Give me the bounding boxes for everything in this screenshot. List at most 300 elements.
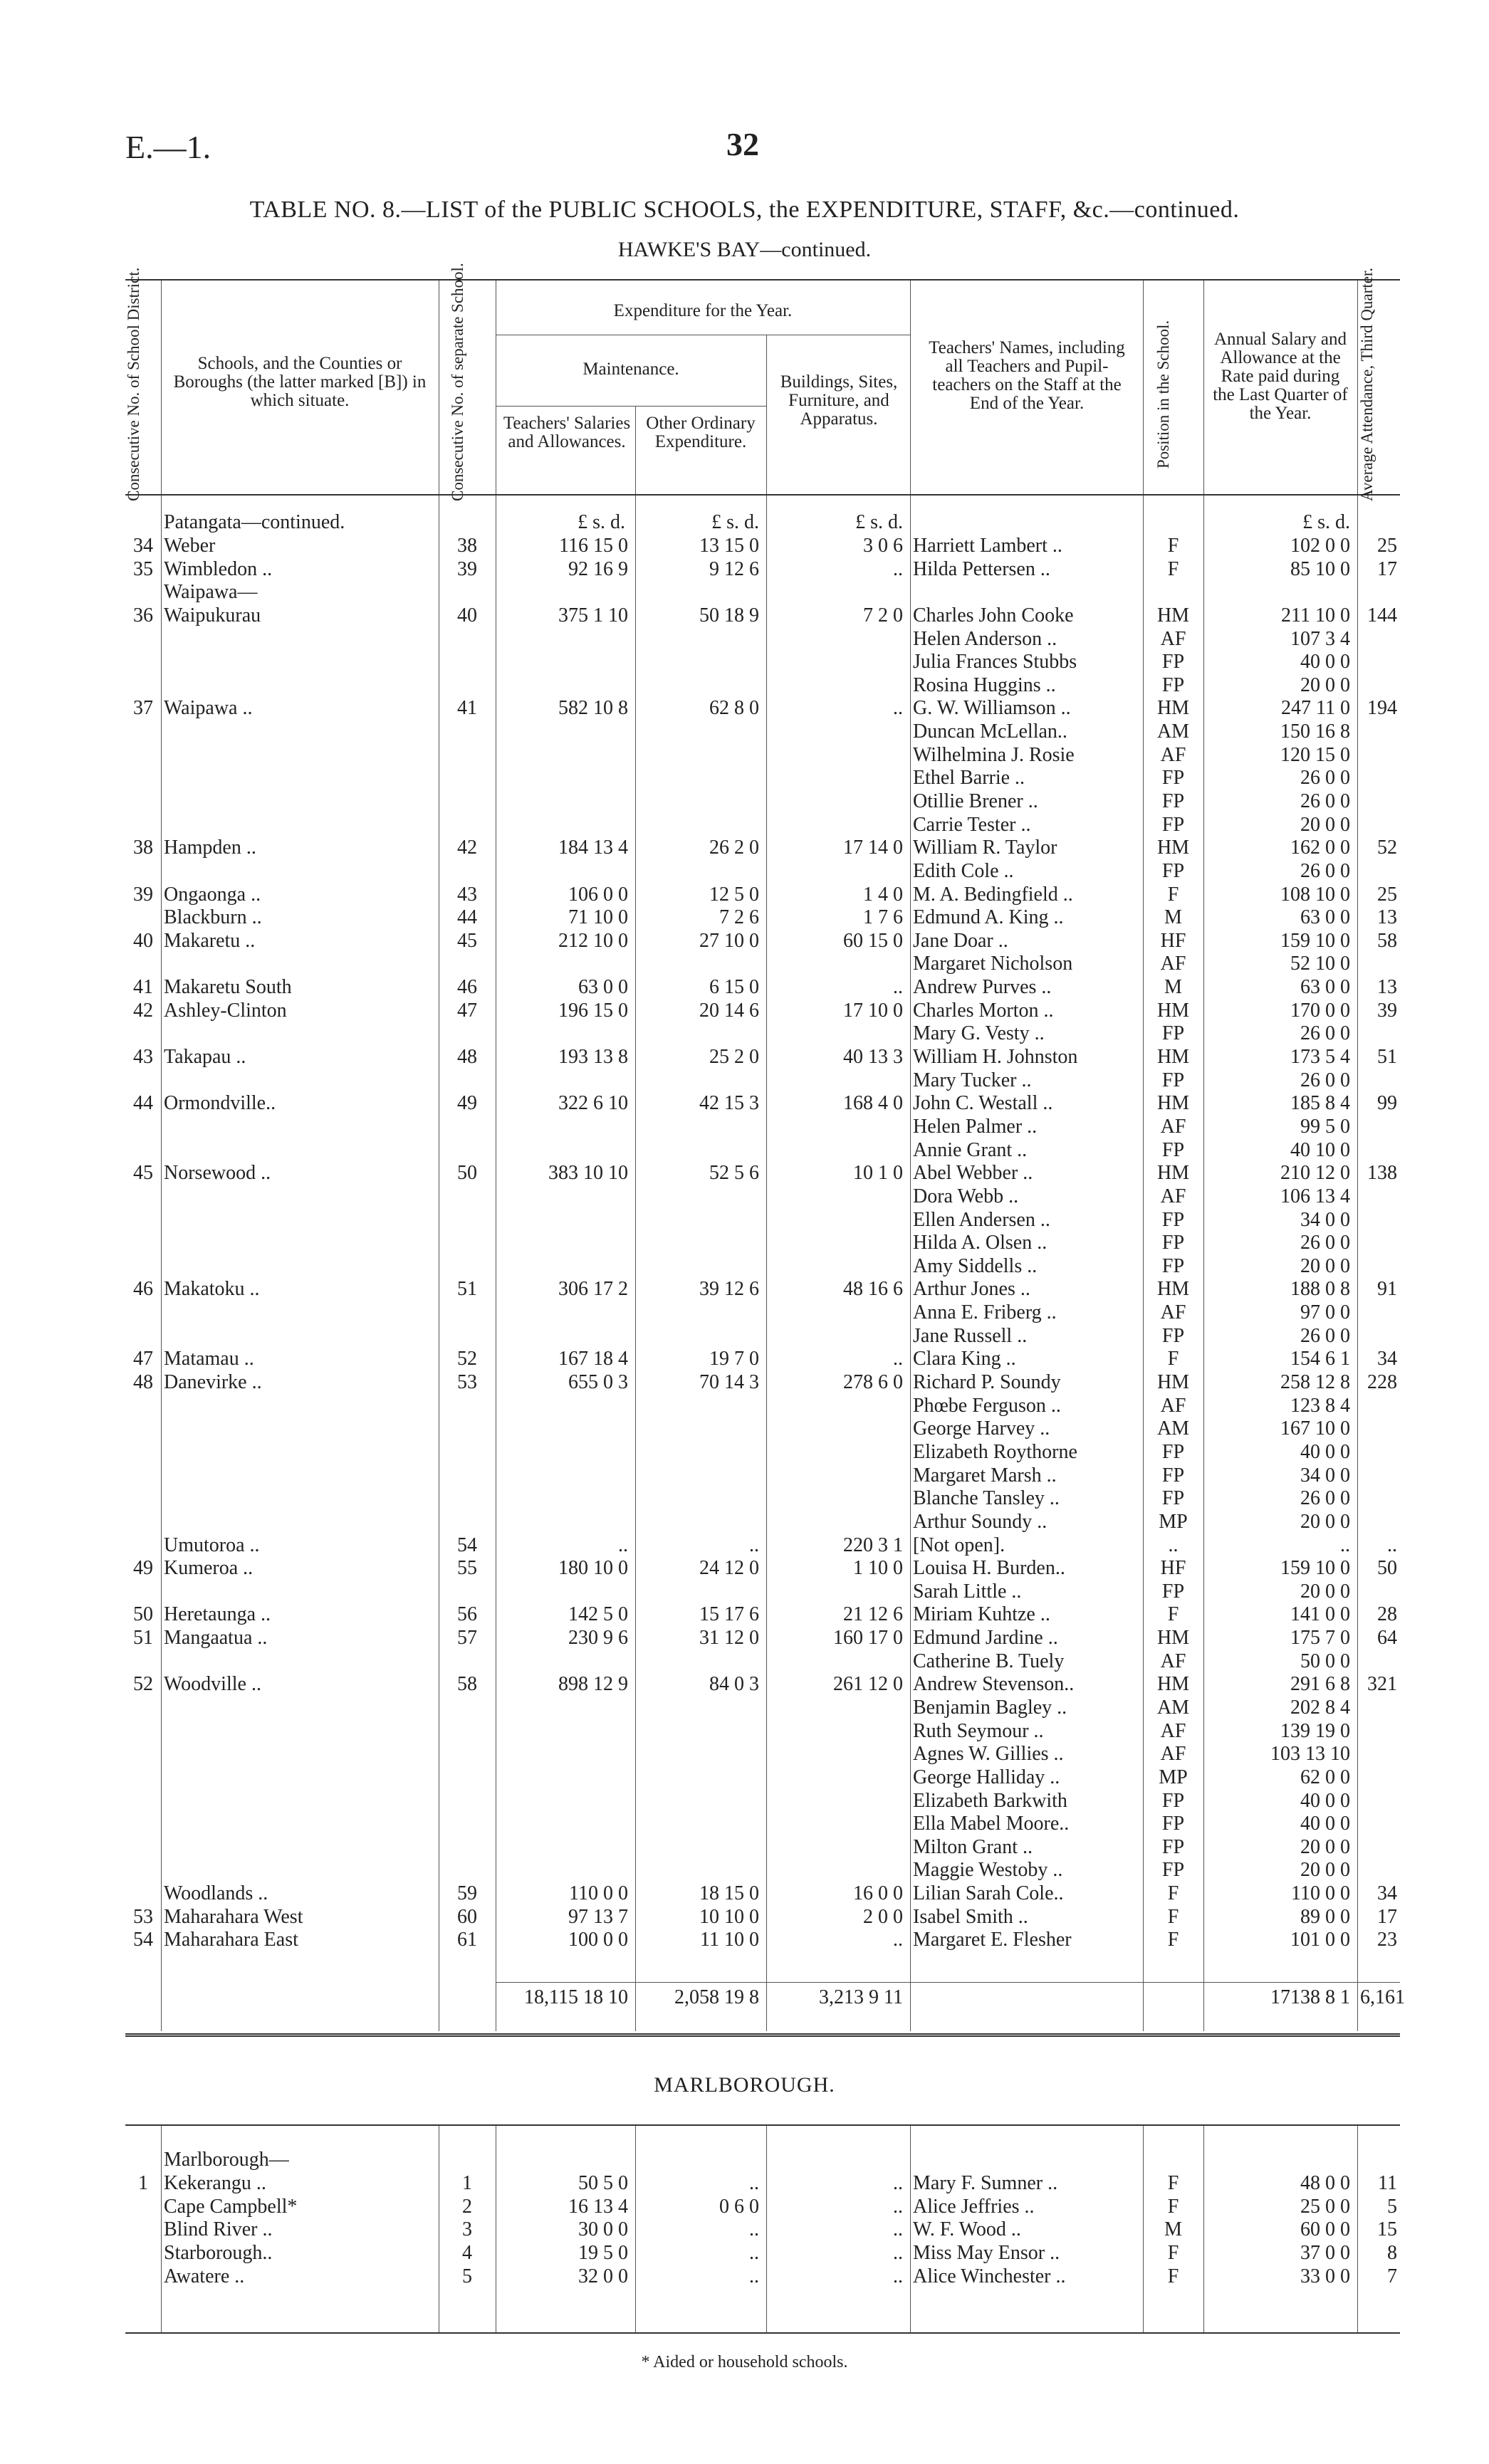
position: MP <box>1159 1510 1188 1533</box>
teachers-salaries <box>496 720 635 744</box>
school-name: Waipukurau <box>164 604 261 627</box>
school-name: Kekerangu .. <box>164 2171 266 2194</box>
table-row <box>125 1022 1400 1046</box>
teacher-name: Andrew Stevenson.. <box>913 1673 1075 1696</box>
attendance: 138 <box>1367 1162 1397 1185</box>
other-expenditure: 70 14 3 <box>699 1371 759 1394</box>
position: MP <box>1159 1766 1188 1788</box>
buildings-expenditure <box>766 511 910 535</box>
header-divider <box>161 281 162 494</box>
position: F <box>1167 2241 1179 2264</box>
teachers-salaries <box>496 1743 635 1766</box>
teacher-name: Andrew Purves .. <box>913 976 1052 999</box>
table-row <box>125 1627 1400 1650</box>
school-name <box>161 743 439 767</box>
other-expenditure <box>635 1719 766 1743</box>
separate-no <box>439 651 496 674</box>
teachers-salaries: 71 10 0 <box>568 906 628 929</box>
district-no: 53 <box>133 1905 153 1928</box>
other-expenditure <box>635 1069 766 1092</box>
table-row <box>125 1859 1400 1882</box>
separate-no <box>439 1789 496 1813</box>
school-name <box>161 1859 439 1882</box>
separate-no: 56 <box>457 1603 477 1626</box>
school-name: Patangata—continued. <box>164 511 345 534</box>
position: FP <box>1161 1324 1185 1347</box>
total-teacher-name <box>910 1986 1143 2010</box>
position: F <box>1167 1905 1179 1928</box>
buildings-expenditure: 3 0 6 <box>863 534 903 557</box>
district-no <box>125 511 161 535</box>
teacher-name: Carrie Tester .. <box>913 813 1031 836</box>
position: HM <box>1156 999 1190 1022</box>
buildings-expenditure <box>766 790 910 814</box>
other-expenditure <box>635 1417 766 1441</box>
teacher-name: Clara King .. <box>913 1348 1016 1370</box>
other-expenditure <box>635 720 766 744</box>
other-expenditure <box>635 1301 766 1325</box>
position: F <box>1167 1348 1179 1370</box>
other-expenditure: 62 8 0 <box>709 697 759 720</box>
other-expenditure: 24 12 0 <box>699 1557 759 1580</box>
district-no <box>125 1116 161 1139</box>
other-expenditure: 18 15 0 <box>699 1882 759 1905</box>
teachers-salaries <box>496 1650 635 1673</box>
other-expenditure: .. <box>749 1534 759 1556</box>
separate-no: 46 <box>457 976 477 999</box>
table-row <box>125 1813 1400 1836</box>
table-row <box>125 604 1400 628</box>
annual-salary: 247 11 0 <box>1281 697 1350 720</box>
school-name: Norsewood .. <box>164 1162 271 1185</box>
position: AF <box>1160 1719 1186 1742</box>
header-teachers-salaries: Teachers' Salaries and Allowances. <box>503 414 631 451</box>
table-row <box>125 1603 1400 1627</box>
district-no <box>125 1743 161 1766</box>
attendance <box>1357 1859 1400 1882</box>
position: F <box>1167 1882 1179 1905</box>
separate-no: 38 <box>457 534 477 557</box>
school-name: Weber <box>164 534 216 557</box>
school-name <box>161 1952 439 1976</box>
buildings-expenditure: 21 12 6 <box>843 1603 903 1626</box>
annual-salary: 26 0 0 <box>1300 1232 1350 1254</box>
school-name: Maharahara West <box>164 1905 303 1928</box>
school-name <box>161 1324 439 1348</box>
teachers-salaries <box>496 1952 635 1976</box>
annual-salary: 63 0 0 <box>1300 976 1350 999</box>
total-school-name <box>161 1986 439 2010</box>
separate-no <box>439 860 496 884</box>
separate-no <box>439 1441 496 1464</box>
marlborough-title: MARLBOROUGH. <box>654 2073 835 2097</box>
teachers-salaries: 230 9 6 <box>568 1627 628 1650</box>
teachers-salaries <box>496 1255 635 1279</box>
school-name <box>161 720 439 744</box>
annual-salary: 291 6 8 <box>1290 1673 1350 1696</box>
teachers-salaries <box>496 1697 635 1720</box>
teacher-name: William R. Taylor <box>913 837 1057 859</box>
other-expenditure: 19 7 0 <box>709 1348 759 1370</box>
position: FP <box>1161 1138 1185 1161</box>
buildings-expenditure <box>766 1255 910 1279</box>
teacher-name: Rosina Huggins .. <box>913 673 1056 696</box>
position: FP <box>1161 673 1185 696</box>
teachers-salaries: 898 12 9 <box>558 1673 628 1696</box>
school-name: Maharahara East <box>164 1929 298 1951</box>
attendance <box>1357 627 1400 651</box>
buildings-expenditure <box>766 1394 910 1417</box>
teacher-name: Louisa H. Burden.. <box>913 1557 1065 1580</box>
other-expenditure: 13 15 0 <box>699 534 759 557</box>
table-row <box>125 1301 1400 1325</box>
attendance <box>1357 1324 1400 1348</box>
teachers-salaries <box>496 1719 635 1743</box>
annual-salary <box>1203 581 1357 604</box>
teachers-salaries <box>496 767 635 790</box>
table-row <box>125 1673 1400 1697</box>
teacher-name <box>910 2149 1143 2172</box>
teacher-name: Mary Tucker .. <box>913 1069 1032 1091</box>
position: AF <box>1160 1394 1186 1417</box>
teacher-name: Alice Jeffries .. <box>913 2195 1035 2218</box>
table-row <box>125 1371 1400 1395</box>
table-row <box>125 651 1400 674</box>
separate-no <box>439 1185 496 1209</box>
buildings-expenditure: .. <box>893 2195 903 2218</box>
table-row <box>125 720 1400 744</box>
annual-salary: 108 10 0 <box>1280 883 1350 906</box>
other-expenditure <box>635 1232 766 1255</box>
separate-no <box>439 1719 496 1743</box>
page-header-code: E.—1. <box>125 129 211 165</box>
district-no <box>125 2149 161 2172</box>
school-name: Waipawa— <box>164 581 258 604</box>
table-row <box>125 535 1400 558</box>
header-schools: Schools, and the Counties or Boroughs (the latter marked [B]) in which situate. <box>173 354 427 410</box>
other-expenditure <box>635 813 766 837</box>
school-name <box>161 1232 439 1255</box>
table-row <box>125 511 1400 535</box>
position: F <box>1167 883 1179 906</box>
position: FP <box>1161 1208 1185 1231</box>
annual-salary: 202 8 4 <box>1290 1696 1350 1719</box>
attendance: 321 <box>1367 1673 1397 1696</box>
separate-no <box>439 1232 496 1255</box>
total-attendance: 6,161 <box>1360 1986 1405 2009</box>
district-no <box>125 2265 161 2288</box>
annual-salary: .. <box>1340 1534 1350 1556</box>
district-no: 44 <box>133 1092 153 1115</box>
position: HM <box>1156 604 1190 627</box>
annual-salary: 26 0 0 <box>1300 767 1350 790</box>
separate-no <box>439 1650 496 1673</box>
attendance <box>1357 1836 1400 1860</box>
district-no: 51 <box>133 1627 153 1650</box>
attendance <box>1357 1441 1400 1464</box>
attendance: 99 <box>1377 1092 1397 1115</box>
district-no <box>125 1650 161 1673</box>
annual-salary: 40 0 0 <box>1300 651 1350 673</box>
annual-salary: 26 0 0 <box>1300 1069 1350 1091</box>
annual-salary: 34 0 0 <box>1300 1464 1350 1487</box>
other-expenditure: 25 2 0 <box>709 1046 759 1069</box>
table-row <box>125 1464 1400 1487</box>
district-no <box>125 2195 161 2218</box>
separate-no: 53 <box>457 1371 477 1394</box>
buildings-expenditure <box>766 1952 910 1976</box>
position: AF <box>1160 1115 1186 1138</box>
school-name: Wimbledon .. <box>164 557 273 580</box>
maintenance-rule <box>496 406 766 407</box>
table-row <box>125 697 1400 720</box>
annual-salary: 101 0 0 <box>1290 1929 1350 1951</box>
buildings-expenditure <box>766 2149 910 2172</box>
annual-salary: 211 10 0 <box>1281 604 1350 627</box>
separate-no <box>439 673 496 697</box>
totals-rule <box>496 1982 1400 1983</box>
school-name <box>161 790 439 814</box>
teacher-name: M. A. Bedingfield .. <box>913 883 1073 906</box>
teachers-salaries <box>496 953 635 976</box>
annual-salary: 52 10 0 <box>1290 953 1350 975</box>
separate-no <box>439 1464 496 1487</box>
teacher-name: Margaret Nicholson <box>913 953 1073 975</box>
district-no <box>125 1836 161 1860</box>
school-name <box>161 1394 439 1417</box>
attendance: 50 <box>1377 1557 1397 1580</box>
other-expenditure <box>635 1255 766 1279</box>
attendance: 13 <box>1377 976 1397 999</box>
district-no: 46 <box>133 1278 153 1301</box>
attendance: 64 <box>1377 1627 1397 1650</box>
school-name: Makaretu South <box>164 976 292 999</box>
school-name <box>161 1138 439 1162</box>
table-row <box>125 1534 1400 1557</box>
buildings-expenditure: .. <box>893 1929 903 1951</box>
other-expenditure: 12 5 0 <box>709 883 759 906</box>
separate-no: 44 <box>457 906 477 929</box>
other-expenditure: .. <box>749 2241 759 2264</box>
school-name <box>161 1022 439 1046</box>
attendance <box>1357 953 1400 976</box>
position: F <box>1167 1603 1179 1626</box>
buildings-expenditure: 7 2 0 <box>863 604 903 627</box>
other-expenditure <box>635 673 766 697</box>
attendance: 228 <box>1367 1371 1397 1394</box>
school-name: Starborough.. <box>164 2241 273 2264</box>
buildings-expenditure: .. <box>893 2265 903 2287</box>
district-no: 50 <box>133 1603 153 1626</box>
separate-no <box>439 720 496 744</box>
section-end-rule <box>125 2033 1400 2037</box>
position: F <box>1167 534 1179 557</box>
attendance: 25 <box>1377 534 1397 557</box>
attendance: 28 <box>1377 1603 1397 1626</box>
annual-salary: 20 0 0 <box>1300 1580 1350 1603</box>
other-expenditure <box>635 1138 766 1162</box>
other-expenditure: 39 12 6 <box>699 1278 759 1301</box>
table-row <box>125 1487 1400 1511</box>
attendance: 15 <box>1377 2218 1397 2241</box>
annual-salary: 139 19 0 <box>1280 1719 1350 1742</box>
position: HM <box>1156 837 1190 859</box>
separate-no <box>439 1324 496 1348</box>
other-expenditure <box>635 511 766 535</box>
teacher-name: George Halliday .. <box>913 1766 1060 1788</box>
position: HM <box>1156 697 1190 720</box>
attendance <box>1357 651 1400 674</box>
teacher-name: Hilda Pettersen .. <box>913 557 1050 580</box>
teachers-salaries <box>496 1069 635 1092</box>
school-name <box>161 1301 439 1325</box>
table-row <box>125 953 1400 976</box>
table-row <box>125 860 1400 884</box>
table-row <box>125 1766 1400 1790</box>
school-name <box>161 1255 439 1279</box>
separate-no: 4 <box>462 2241 472 2264</box>
school-name: Woodlands .. <box>164 1882 268 1905</box>
attendance <box>1357 673 1400 697</box>
buildings-expenditure: 160 17 0 <box>833 1627 903 1650</box>
buildings-expenditure: 168 4 0 <box>843 1092 903 1115</box>
teachers-salaries <box>496 2149 635 2172</box>
position: HM <box>1156 1278 1190 1301</box>
section-subtitle: HAWKE'S BAY—continued. <box>617 238 872 261</box>
teachers-salaries <box>496 1580 635 1603</box>
attendance <box>1357 1464 1400 1487</box>
other-expenditure <box>635 1697 766 1720</box>
table-row <box>125 1185 1400 1209</box>
position: HM <box>1156 1092 1190 1115</box>
annual-salary: 20 0 0 <box>1300 813 1350 836</box>
separate-no: 47 <box>457 999 477 1022</box>
table-row <box>125 2172 1400 2196</box>
attendance <box>1357 1394 1400 1417</box>
attendance: 39 <box>1377 999 1397 1022</box>
teachers-salaries <box>496 651 635 674</box>
teachers-salaries: 110 0 0 <box>569 1882 628 1905</box>
annual-salary <box>1203 511 1357 535</box>
header-maintenance: Maintenance. <box>582 360 679 379</box>
buildings-expenditure <box>766 1650 910 1673</box>
position: AF <box>1160 743 1186 766</box>
school-name: Awatere .. <box>164 2265 245 2287</box>
table-row <box>125 2195 1400 2218</box>
attendance <box>1357 1697 1400 1720</box>
other-expenditure: 27 10 0 <box>699 929 759 952</box>
school-name: Umutoroa .. <box>164 1534 260 1556</box>
teacher-name <box>910 511 1143 535</box>
total-district-no <box>125 1986 161 2010</box>
attendance <box>1357 1952 1400 1976</box>
school-name <box>161 1208 439 1232</box>
position: M <box>1164 906 1182 929</box>
district-no <box>125 1697 161 1720</box>
teachers-salaries <box>496 1813 635 1836</box>
teacher-name: Blanche Tansley .. <box>913 1487 1060 1510</box>
district-no: 45 <box>133 1162 153 1185</box>
other-expenditure <box>635 790 766 814</box>
teachers-salaries: 100 0 0 <box>568 1929 628 1951</box>
teacher-name: William H. Johnston <box>913 1046 1078 1069</box>
attendance <box>1357 767 1400 790</box>
table-row <box>125 1836 1400 1860</box>
separate-no: 45 <box>457 929 477 952</box>
annual-salary: 159 10 0 <box>1280 1557 1350 1580</box>
annual-salary: 20 0 0 <box>1300 1859 1350 1882</box>
position <box>1143 511 1203 535</box>
position: AM <box>1156 720 1190 743</box>
teachers-salaries <box>496 1766 635 1790</box>
total-buildings-expenditure: 3,213 9 11 <box>819 1986 903 2009</box>
position: HM <box>1156 1627 1190 1650</box>
buildings-expenditure <box>766 860 910 884</box>
attendance: 17 <box>1377 557 1397 580</box>
table-title: TABLE NO. 8.—LIST of the PUBLIC SCHOOLS, the EXPENDITURE, STAFF, &c.—continued. <box>249 196 1240 223</box>
school-name <box>161 673 439 697</box>
teacher-name: Alice Winchester .. <box>913 2265 1066 2287</box>
school-name <box>161 1743 439 1766</box>
separate-no <box>439 813 496 837</box>
total-separate-no <box>439 1986 496 2010</box>
annual-salary: 173 5 4 <box>1290 1046 1350 1069</box>
buildings-expenditure: 48 16 6 <box>843 1278 903 1301</box>
buildings-expenditure: 261 12 0 <box>833 1673 903 1696</box>
teachers-salaries: 212 10 0 <box>558 929 628 952</box>
teacher-name: Margaret E. Flesher <box>913 1929 1072 1951</box>
annual-salary: 99 5 0 <box>1300 1115 1350 1138</box>
district-no <box>125 1324 161 1348</box>
other-expenditure <box>635 1324 766 1348</box>
teachers-salaries: 383 10 10 <box>548 1162 628 1185</box>
teacher-name: Sarah Little .. <box>913 1580 1022 1603</box>
annual-salary: 20 0 0 <box>1300 1835 1350 1858</box>
position: FP <box>1161 1464 1185 1487</box>
separate-no: 40 <box>457 604 477 627</box>
school-name <box>161 1185 439 1209</box>
table-row <box>125 1719 1400 1743</box>
attendance: 11 <box>1378 2171 1397 2194</box>
separate-no <box>439 1417 496 1441</box>
table-row <box>125 1278 1400 1301</box>
other-expenditure <box>635 767 766 790</box>
teachers-salaries: 193 13 8 <box>558 1046 628 1069</box>
position: FP <box>1161 1254 1185 1277</box>
separate-no: 42 <box>457 837 477 859</box>
header-other-ordinary: Other Ordinary Expenditure. <box>646 414 756 451</box>
teachers-salaries: 32 0 0 <box>578 2265 628 2287</box>
separate-no: 5 <box>462 2265 472 2287</box>
other-expenditure <box>635 1116 766 1139</box>
annual-salary: 170 0 0 <box>1290 999 1350 1022</box>
teacher-name: Hilda A. Olsen .. <box>913 1232 1047 1254</box>
attendance: 25 <box>1377 883 1397 906</box>
district-no <box>125 1766 161 1790</box>
position: HM <box>1156 1673 1190 1696</box>
attendance: 23 <box>1377 1929 1397 1951</box>
other-expenditure: 84 0 3 <box>709 1673 759 1696</box>
teachers-salaries: 16 13 4 <box>568 2195 628 2218</box>
teachers-salaries: 142 5 0 <box>568 1603 628 1626</box>
teacher-name: W. F. Wood .. <box>913 2218 1021 2241</box>
annual-salary: 185 8 4 <box>1290 1092 1350 1115</box>
school-name: Kumeroa .. <box>164 1557 254 1580</box>
teachers-salaries: 19 5 0 <box>578 2241 628 2264</box>
school-name <box>161 1116 439 1139</box>
table-row <box>125 813 1400 837</box>
attendance: 58 <box>1377 929 1397 952</box>
